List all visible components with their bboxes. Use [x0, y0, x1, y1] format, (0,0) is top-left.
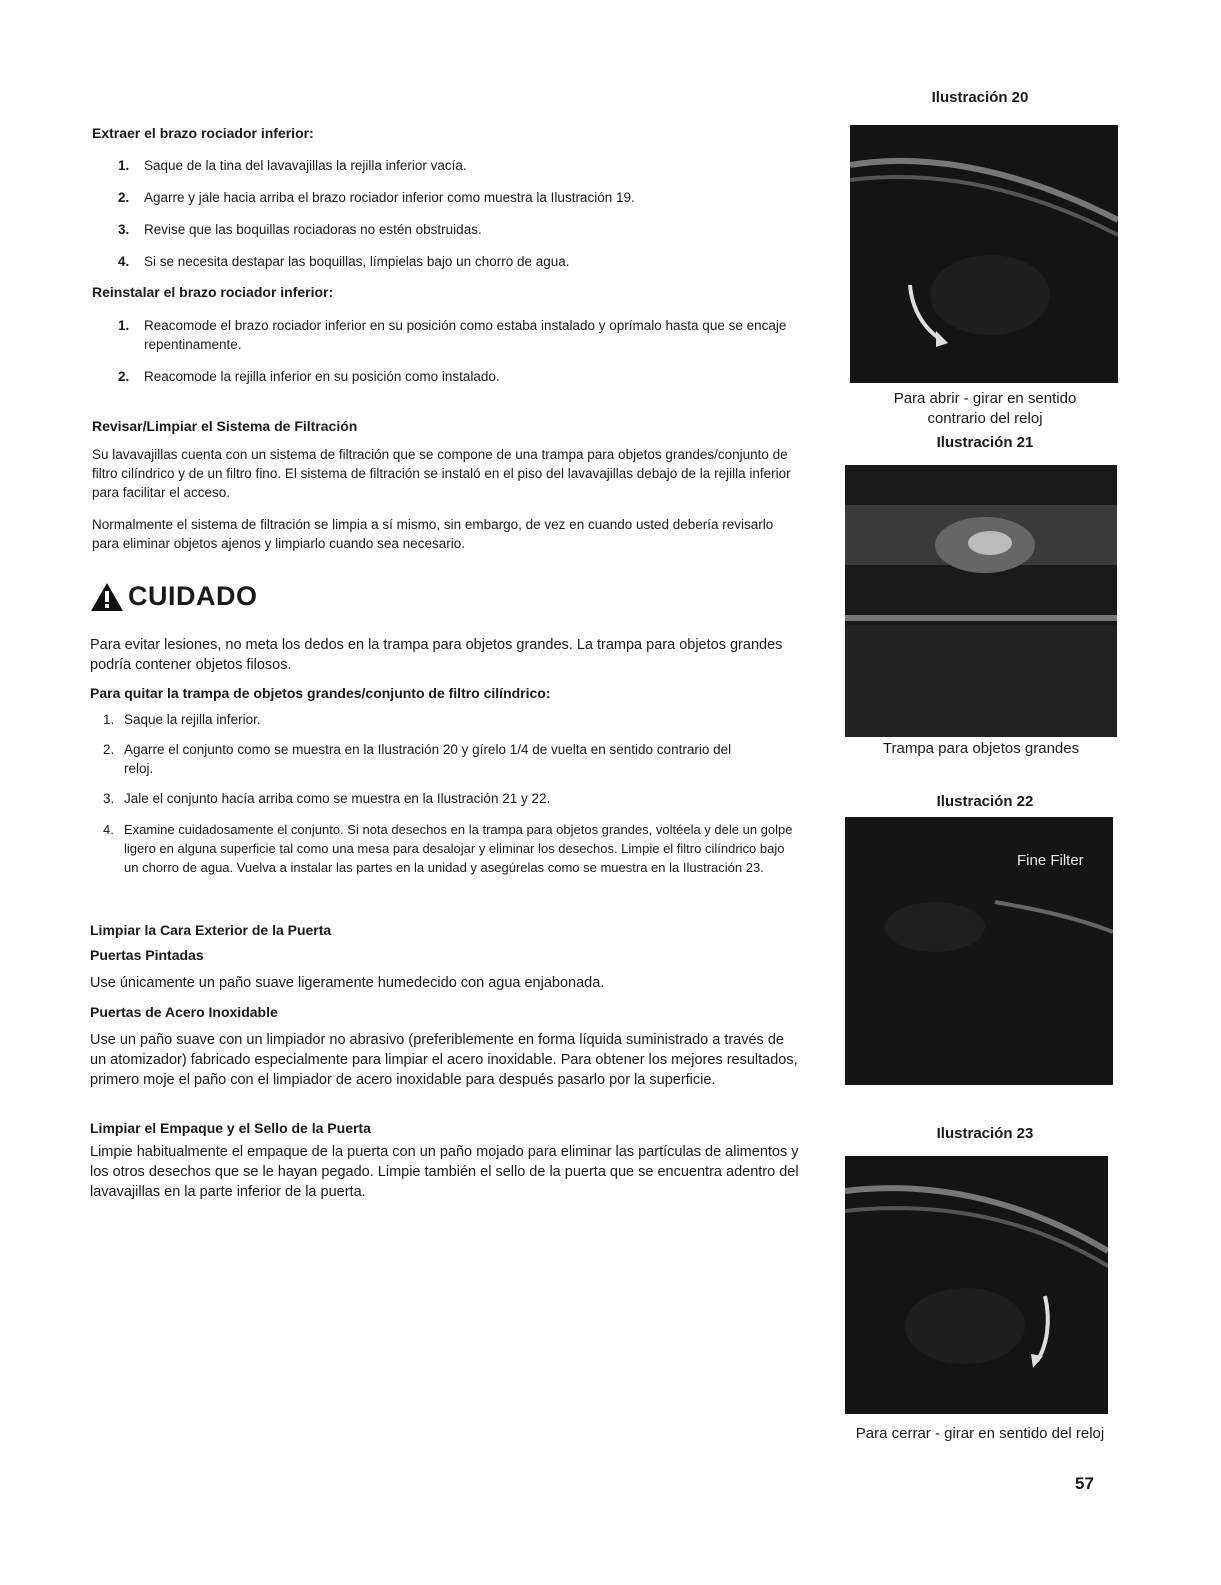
photo-illustration-23 [845, 1156, 1108, 1414]
heading-reinstalar: Reinstalar el brazo rociador inferior: [92, 284, 334, 300]
step-text: Si se necesita destapar las boquillas, límpielas bajo un chorro de agua. [144, 254, 570, 269]
subheading-acero: Puertas de Acero Inoxidable [90, 1004, 278, 1020]
step-number: 2. [118, 369, 130, 384]
list-item [103, 789, 803, 808]
paragraph: Use únicamente un paño suave ligeramente humedecido con agua enjabonada. [90, 975, 605, 991]
figure-title: Ilustración 22 [936, 793, 1034, 810]
step-number: 3. [103, 791, 115, 806]
figure-caption: Para abrir - girar en sentido contrario del reloj [893, 390, 1077, 427]
step-text: Jale el conjunto hacía arriba como se muestra en la Ilustración 21 y 22. [124, 791, 551, 806]
list-item [118, 316, 798, 354]
step-number: 2. [118, 190, 130, 205]
list-item [103, 820, 801, 877]
photo-illustration-22 [845, 817, 1113, 1085]
step-text: Reacomode la rejilla inferior en su posición como instalado. [144, 369, 500, 384]
step-text: Examine cuidadosamente el conjunto. Si nota desechos en la trampa para objetos grandes, voltéela y dele un golpe ligero en alguna superficie tal como una mesa para desalojar y eliminar los desechos. Limpie el filtro cilíndrico bajo un chorro de agua. Vuelva a instalar las partes en la unidad y asegúrelas como se muestra en la Ilustración 23. [124, 822, 793, 875]
photo-illustration-21 [845, 465, 1117, 737]
heading-filtracion: Revisar/Limpiar el Sistema de Filtración [92, 418, 358, 434]
heading-extraer: Extraer el brazo rociador inferior: [92, 125, 314, 141]
figure-title: Ilustración 20 [931, 89, 1029, 106]
warning-title-text: CUIDADO [128, 581, 258, 611]
warning-title [90, 581, 258, 612]
step-text: Saque la rejilla inferior. [124, 712, 261, 727]
heading-empaque: Limpiar el Empaque y el Sello de la Puerta [90, 1120, 371, 1136]
list-item [118, 252, 778, 271]
step-text: Agarre y jale hacia arriba el brazo rociador inferior como muestra la Ilustración 19. [144, 190, 635, 205]
step-number: 4. [118, 254, 130, 269]
list-item [118, 156, 778, 175]
heading-puerta: Limpiar la Cara Exterior de la Puerta [90, 922, 332, 938]
warning-triangle-icon [90, 582, 124, 612]
subheading-pintadas: Puertas Pintadas [90, 947, 204, 963]
warning-text: Para evitar lesiones, no meta los dedos en la trampa para objetos grandes. La trampa para objetos grandes podría contener objetos filosos. [90, 637, 783, 673]
step-text: Revise que las boquillas rociadoras no estén obstruidas. [144, 222, 482, 237]
step-number: 1. [103, 712, 115, 727]
page-number: 57 [1075, 1474, 1094, 1493]
figure-caption: Trampa para objetos grandes [882, 740, 1080, 757]
fine-filter-label: Fine Filter [1017, 852, 1084, 869]
paragraph: Use un paño suave con un limpiador no abrasivo (preferiblemente en forma líquida suministrado a través de un atomizador) fabricado especialmente para limpiar el acero inoxidable. Para obtener los mejores resultados, primero moje el paño con el limpiador de acero inoxidable para después pasarlo por la superficie. [90, 1032, 798, 1088]
list-item [103, 740, 763, 778]
step-number: 2. [103, 742, 115, 757]
paragraph: Normalmente el sistema de filtración se limpia a sí mismo, sin embargo, de vez en cuando usted debería revisarlo para eliminar objetos ajenos y limpiarlo cuando sea necesario. [92, 517, 774, 551]
figure-title: Ilustración 23 [936, 1125, 1034, 1142]
step-text: Saque de la tina del lavavajillas la rejilla inferior vacía. [144, 158, 467, 173]
photo-illustration-20 [850, 125, 1118, 383]
step-number: 4. [103, 822, 114, 837]
heading-quitar: Para quitar la trampa de objetos grandes/conjunto de filtro cilíndrico: [90, 685, 551, 701]
paragraph: Limpie habitualmente el empaque de la puerta con un paño mojado para eliminar las partículas de alimentos y los otros desechos que se le hayan pegado. Limpie también el sello de la puerta que se encuentra adentro del lavavajillas en la parte inferior de la puerta. [90, 1144, 799, 1200]
paragraph: Su lavavajillas cuenta con un sistema de filtración que se compone de una trampa para objetos grandes/conjunto de filtro cilíndrico y de un filtro fino. El sistema de filtración se instaló en el piso del lavavajillas debajo de la rejilla inferior para facilitar el acceso. [92, 447, 791, 500]
step-number: 3. [118, 222, 130, 237]
list-item [103, 710, 803, 729]
figure-title: Ilustración 21 [936, 434, 1034, 451]
step-text: Agarre el conjunto como se muestra en la Ilustración 20 y gírelo 1/4 de vuelta en sentido contrario del reloj. [124, 742, 732, 776]
step-text: Reacomode el brazo rociador inferior en su posición como estaba instalado y oprímalo hasta que se encaje repentinamente. [144, 318, 787, 352]
list-item [118, 188, 778, 207]
list-item [118, 367, 798, 386]
step-number: 1. [118, 318, 130, 333]
figure-caption: Para cerrar - girar en sentido del reloj [855, 1425, 1105, 1442]
step-number: 1. [118, 158, 130, 173]
list-item [118, 220, 778, 239]
